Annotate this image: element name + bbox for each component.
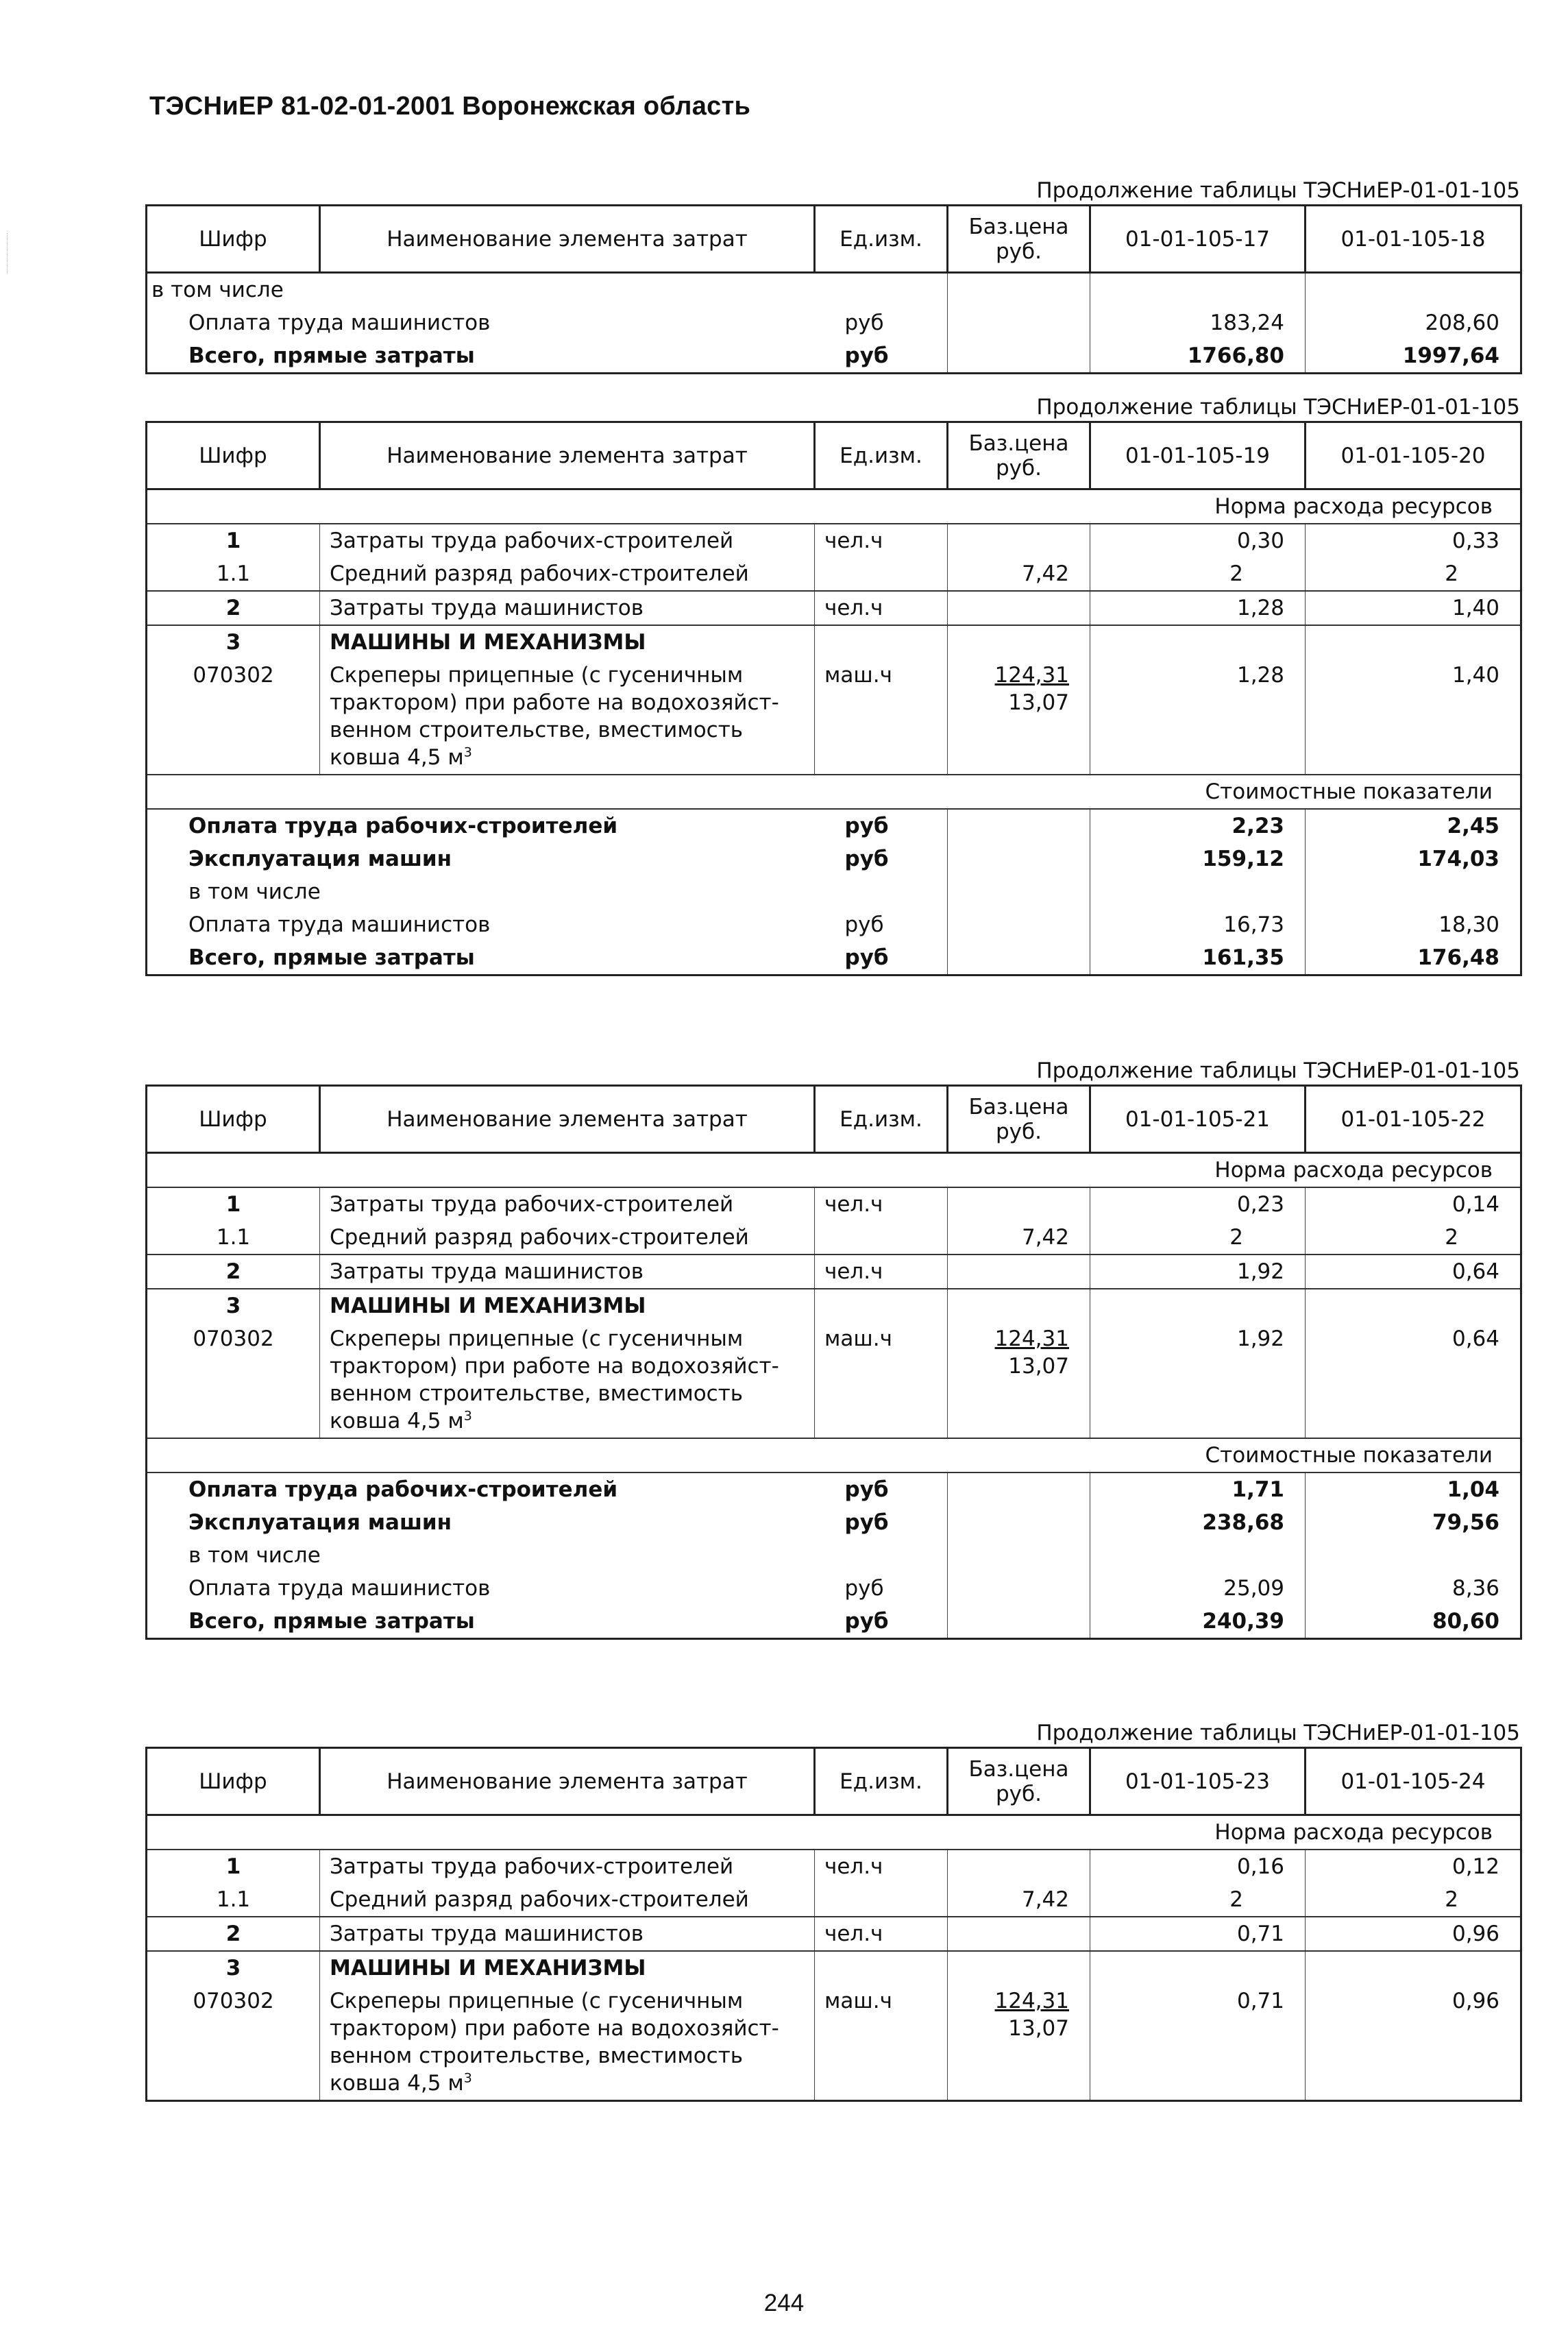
table-row: 1 Затраты труда рабочих-строителей чел.ч 0,16 0,12 xyxy=(147,1850,1521,1883)
table-row: Оплата труда рабочих-строителей руб 2,23 2,45 xyxy=(147,809,1521,843)
table-row: 1.1 Средний разряд рабочих-строителей 7,42 2 2 xyxy=(147,557,1521,591)
row-label: в том числе xyxy=(147,273,815,307)
col-header-code: Шифр xyxy=(147,1748,320,1815)
continuation-caption: Продолжение таблицы ТЭСНиЕР-01-01-105 xyxy=(1036,178,1520,203)
section-norm-label: Норма расхода ресурсов xyxy=(147,489,1521,524)
table-block-3 xyxy=(145,1057,1520,1640)
value-cell: 1766,80 xyxy=(1090,339,1306,374)
section-cost-label: Стоимостные показатели xyxy=(147,775,1521,809)
scraper-description: Скреперы прицепные (с гусеничным трактором) при работе на водохозяйст- венном строительстве, вместимость ковша 4,5 $м^3$ xyxy=(320,1985,815,2101)
continuation-caption: Продолжение таблицы ТЭСНиЕР-01-01-105 xyxy=(1036,1721,1520,1745)
table-block-4 xyxy=(145,1719,1520,2102)
col-header-unit: Ед.изм. xyxy=(815,422,948,489)
table-row xyxy=(147,339,1521,374)
table-row: 070302 Скреперы прицепные (с гусеничным трактором) при работе на водохозяйст- венном строительстве, вместимость ковша 4,5 $м^3$ маш.ч 124,31 13,07 1,92 0,64 xyxy=(147,1322,1521,1438)
col-header-price: Баз.цена руб. xyxy=(948,206,1090,273)
table-row: Оплата труда машинистов руб 16,73 18,30 xyxy=(147,908,1521,941)
continuation-caption: Продолжение таблицы ТЭСНиЕР-01-01-105 xyxy=(1036,395,1520,420)
col-header-variant-b: 01-01-105-24 xyxy=(1306,1748,1521,1815)
table-row: Эксплуатация машин руб 238,68 79,56 xyxy=(147,1506,1521,1539)
section-row xyxy=(147,489,1521,524)
scan-artifact xyxy=(7,233,10,274)
col-header-variant-a: 01-01-105-19 xyxy=(1090,422,1306,489)
table-row: 070302 Скреперы прицепные (с гусеничным трактором) при работе на водохозяйст- венном строительстве, вместимость ковша 4,5 $м^3$ маш.ч 124,31 13,07 0,71 0,96 xyxy=(147,1985,1521,2101)
table-row: Эксплуатация машин руб 159,12 174,03 xyxy=(147,843,1521,875)
table-row: 1 Затраты труда рабочих-строителей чел.ч 0,30 0,33 xyxy=(147,524,1521,557)
col-header-variant-a: 01-01-105-23 xyxy=(1090,1748,1306,1815)
row-label: Всего, прямые затраты xyxy=(147,339,815,374)
table-block-2 xyxy=(145,393,1520,976)
table-row: 2 Затраты труда машинистов чел.ч 1,92 0,64 xyxy=(147,1255,1521,1289)
cost-table-3 xyxy=(145,1084,1522,1640)
col-header-unit: Ед.изм. xyxy=(815,206,948,273)
col-header-name: Наименование элемента затрат xyxy=(320,1748,815,1815)
col-header-variant-a: 01-01-105-17 xyxy=(1090,206,1306,273)
scraper-description: Скреперы прицепные (с гусеничным трактором) при работе на водохозяйст- венном строительстве, вместимость ковша 4,5 $м^3$ xyxy=(320,659,815,775)
col-header-variant-b: 01-01-105-18 xyxy=(1306,206,1521,273)
section-row xyxy=(147,1153,1521,1188)
table-row xyxy=(147,273,1521,307)
table-row: Всего, прямые затраты руб 161,35 176,48 xyxy=(147,941,1521,975)
col-header-code: Шифр xyxy=(147,206,320,273)
col-header-code: Шифр xyxy=(147,422,320,489)
table-row: в том числе xyxy=(147,875,1521,908)
table-row: 2 Затраты труда машинистов чел.ч 1,28 1,40 xyxy=(147,591,1521,625)
unit-cell: руб xyxy=(815,339,948,374)
cost-table-4 xyxy=(145,1747,1522,2102)
col-header-code: Шифр xyxy=(147,1086,320,1153)
scraper-description: Скреперы прицепные (с гусеничным трактором) при работе на водохозяйст- венном строительстве, вместимость ковша 4,5 $м^3$ xyxy=(320,1322,815,1438)
col-header-price: Баз.цена руб. xyxy=(948,422,1090,489)
table-row: 2 Затраты труда машинистов чел.ч 0,71 0,96 xyxy=(147,1917,1521,1951)
section-row xyxy=(147,775,1521,809)
cost-table-2 xyxy=(145,421,1522,976)
continuation-caption: Продолжение таблицы ТЭСНиЕР-01-01-105 xyxy=(1036,1058,1520,1083)
value-cell: 208,60 xyxy=(1306,306,1521,339)
section-row xyxy=(147,1438,1521,1473)
table-row: 070302 Скреперы прицепные (с гусеничным трактором) при работе на водохозяйст- венном строительстве, вместимость ковша 4,5 $м^3$ маш.ч 124,31 13,07 1,28 1,40 xyxy=(147,659,1521,775)
section-row xyxy=(147,1815,1521,1850)
value-cell: 1997,64 xyxy=(1306,339,1521,374)
col-header-variant-b: 01-01-105-22 xyxy=(1306,1086,1521,1153)
col-header-price: Баз.цена руб. xyxy=(948,1086,1090,1153)
col-header-name: Наименование элемента затрат xyxy=(320,1086,815,1153)
table-row: 3 МАШИНЫ И МЕХАНИЗМЫ xyxy=(147,1289,1521,1322)
section-norm-label: Норма расхода ресурсов xyxy=(147,1815,1521,1850)
table-row: Всего, прямые затраты руб 240,39 80,60 xyxy=(147,1605,1521,1639)
cost-table-1 xyxy=(145,204,1522,374)
unit-cell: руб xyxy=(815,306,948,339)
document-title: ТЭСНиЕР 81-02-01-2001 Воронежская область xyxy=(149,92,751,121)
table-block-1 xyxy=(145,177,1520,374)
table-row xyxy=(147,306,1521,339)
col-header-name: Наименование элемента затрат xyxy=(320,206,815,273)
value-cell: 183,24 xyxy=(1090,306,1306,339)
col-header-variant-b: 01-01-105-20 xyxy=(1306,422,1521,489)
col-header-name: Наименование элемента затрат xyxy=(320,422,815,489)
table-row: 1.1 Средний разряд рабочих-строителей 7,42 2 2 xyxy=(147,1221,1521,1255)
table-row: Оплата труда рабочих-строителей руб 1,71 1,04 xyxy=(147,1473,1521,1506)
page-number: 244 xyxy=(763,2290,805,2316)
table-row: 3 МАШИНЫ И МЕХАНИЗМЫ xyxy=(147,1951,1521,1985)
table-row: в том числе xyxy=(147,1539,1521,1572)
row-label: Оплата труда машинистов xyxy=(147,306,815,339)
col-header-variant-a: 01-01-105-21 xyxy=(1090,1086,1306,1153)
col-header-unit: Ед.изм. xyxy=(815,1086,948,1153)
section-cost-label: Стоимостные показатели xyxy=(147,1438,1521,1473)
table-row: 3 МАШИНЫ И МЕХАНИЗМЫ xyxy=(147,625,1521,659)
col-header-unit: Ед.изм. xyxy=(815,1748,948,1815)
table-row: 1 Затраты труда рабочих-строителей чел.ч 0,23 0,14 xyxy=(147,1187,1521,1221)
col-header-price: Баз.цена руб. xyxy=(948,1748,1090,1815)
table-row: 1.1 Средний разряд рабочих-строителей 7,42 2 2 xyxy=(147,1883,1521,1917)
section-norm-label: Норма расхода ресурсов xyxy=(147,1153,1521,1188)
table-row: Оплата труда машинистов руб 25,09 8,36 xyxy=(147,1572,1521,1605)
